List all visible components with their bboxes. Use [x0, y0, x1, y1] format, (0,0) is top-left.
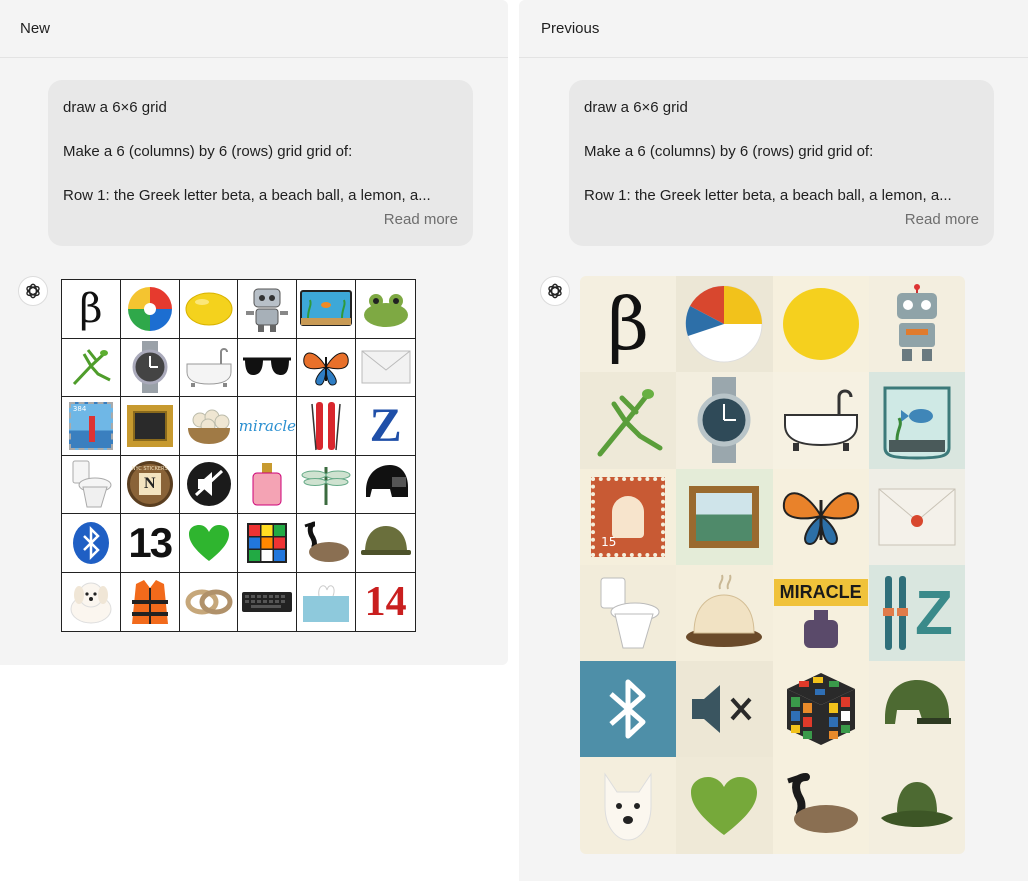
- goose-icon: [773, 757, 869, 853]
- mantis-icon: [580, 372, 676, 468]
- read-more-link[interactable]: Read more: [904, 211, 979, 228]
- number-13: 13: [128, 518, 172, 566]
- postage-stamp-icon: [580, 469, 676, 565]
- beta-cell: [580, 276, 676, 372]
- read-more-link[interactable]: Read more: [383, 211, 458, 228]
- bathtub-icon: [773, 372, 869, 468]
- robot-icon: [869, 276, 965, 372]
- watch-icon: [676, 372, 772, 468]
- dragonfly-icon: [297, 456, 356, 515]
- watch-icon: [121, 339, 180, 398]
- robot-icon: [238, 280, 297, 339]
- number-13-cell: [121, 514, 180, 573]
- lemon-icon: [773, 276, 869, 372]
- prompt-line-3: Row 1: the Greek letter beta, a beach ball, a lemon, a...: [63, 187, 431, 204]
- number-14-cell: [356, 573, 415, 632]
- lemon-icon: [180, 280, 239, 339]
- toilet-icon: [580, 565, 676, 661]
- tissue-box-icon: [297, 573, 356, 632]
- beach-ball-icon: [121, 280, 180, 339]
- openai-logo-icon: [540, 276, 570, 306]
- goose-icon: [297, 514, 356, 573]
- coin-ring-text: NYC STICKERS: [131, 466, 168, 473]
- bucket-hat-icon: [869, 757, 965, 853]
- steamed-bun-icon: [676, 565, 772, 661]
- army-helmet-icon: [869, 661, 965, 757]
- skis-icon: [297, 397, 356, 456]
- mute-speaker-icon: [676, 661, 772, 757]
- aquarium-icon: [297, 280, 356, 339]
- green-heart-icon: [180, 514, 239, 573]
- bluetooth-icon: [580, 661, 676, 757]
- beta-letter: β: [607, 282, 649, 367]
- miracle-word-cell: [238, 397, 297, 456]
- butterfly-icon: [773, 469, 869, 565]
- miracle-bottle-icon: [773, 565, 869, 661]
- panel-previous: [519, 0, 1028, 881]
- motorcycle-helmet-icon: [356, 456, 415, 515]
- sunglasses-icon: [238, 339, 297, 398]
- number-14: 14: [364, 578, 407, 625]
- butterfly-icon: [297, 339, 356, 398]
- bathtub-icon: [180, 339, 239, 398]
- panel-new: [0, 0, 508, 665]
- picture-frame-icon: [121, 397, 180, 456]
- mantis-icon: [62, 339, 121, 398]
- user-prompt-bubble: [48, 80, 473, 246]
- beta-cell: [62, 280, 121, 339]
- stamp-number: 15: [601, 534, 617, 549]
- puppy-icon: [62, 573, 121, 632]
- openai-logo-icon: [18, 276, 48, 306]
- user-prompt-bubble: [569, 80, 994, 246]
- stamp-number: 384: [72, 404, 87, 413]
- beach-ball-icon: [676, 276, 772, 372]
- prompt-line-2: Make a 6 (columns) by 6 (rows) grid grid of:: [584, 143, 874, 160]
- rubiks-cube-icon: [773, 661, 869, 757]
- prompt-line-3: Row 1: the Greek letter beta, a beach ball, a lemon, a...: [584, 187, 952, 204]
- aquarium-icon: [869, 372, 965, 468]
- envelope-icon: [356, 339, 415, 398]
- army-helmet-icon: [356, 514, 415, 573]
- bluetooth-icon: [62, 514, 121, 573]
- bowl-of-dumplings-icon: [180, 397, 239, 456]
- keyboard-icon: [238, 573, 297, 632]
- postage-stamp-icon: [62, 397, 121, 456]
- envelope-icon: [869, 469, 965, 565]
- rubiks-cube-icon: [238, 514, 297, 573]
- generated-image-new[interactable]: [61, 279, 416, 632]
- dog-face-icon: [580, 757, 676, 853]
- beta-letter: β: [79, 285, 103, 332]
- generated-image-previous[interactable]: [580, 276, 965, 854]
- skis-z-cell: [869, 565, 965, 661]
- letter-z: Z: [369, 399, 402, 453]
- frog-icon: [356, 280, 415, 339]
- nyc-coin-icon: [121, 456, 180, 515]
- letter-z-cell: [356, 397, 415, 456]
- green-heart-icon: [676, 757, 772, 853]
- toilet-icon: [62, 456, 121, 515]
- prompt-line-1: draw a 6×6 grid: [584, 99, 688, 116]
- miracle-word: miracle: [238, 416, 297, 435]
- life-vest-icon: [121, 573, 180, 632]
- prompt-line-2: Make a 6 (columns) by 6 (rows) grid grid of:: [63, 143, 353, 160]
- mute-speaker-icon: [180, 456, 239, 515]
- rope-knot-icon: [180, 573, 239, 632]
- picture-frame-icon: [676, 469, 772, 565]
- letter-z: Z: [914, 578, 953, 648]
- panel-title-new: New: [0, 0, 508, 58]
- coin-letter: N: [143, 475, 156, 493]
- miracle-label: MIRACLE: [779, 581, 862, 602]
- panel-title-previous: Previous: [519, 0, 1028, 58]
- perfume-icon: [238, 456, 297, 515]
- prompt-line-1: draw a 6×6 grid: [63, 99, 167, 116]
